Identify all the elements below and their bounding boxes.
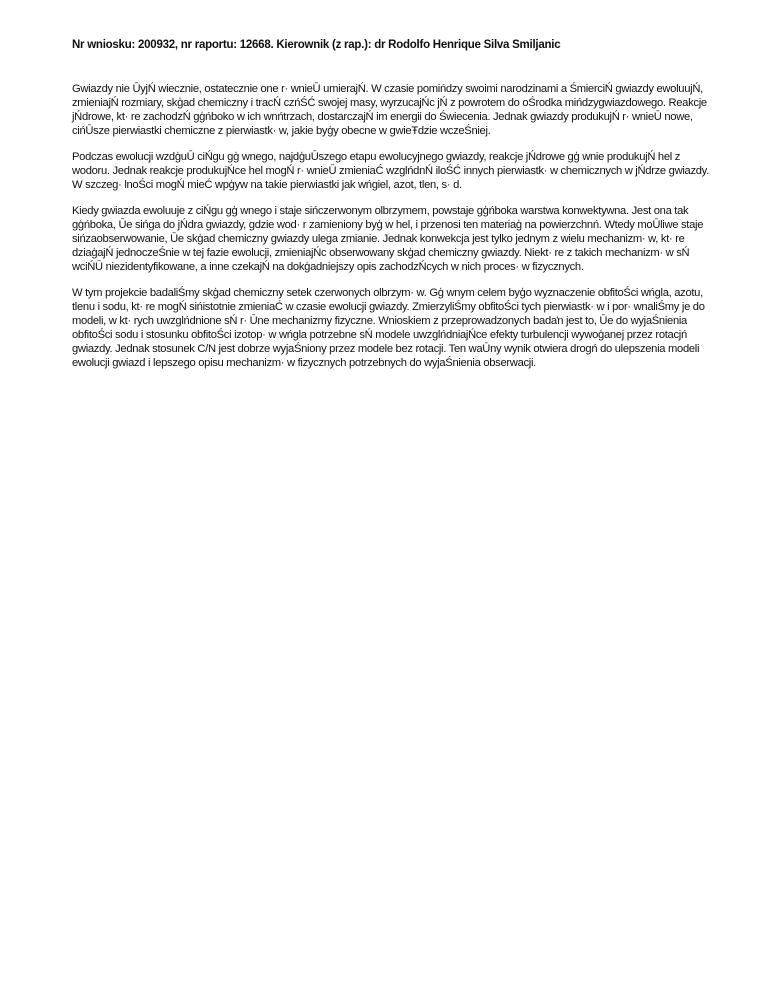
paragraph-4: W tym projekcie badaliŚmy skģad chemiczny setek czerwonych olbrzym· w. Gģ wnym celem byģo wyznaczenie obfitoŚci wńgla, azotu, tlenu i sodu, kt· re mogŃ sińistotnie zmieniaĆ w czasie ewolucji gwiazdy. ZmierzyliŚmy obfitoŚci tych pierwiastk· w i por· wnaliŚmy je do modeli, w kt· rych uwzglńdnione sŃ r· Ūne mechanizmy fizyczne. Wnioskiem z przeprowadzonych badaŉ jest to, Ūe do wyjaŚnienia obfitoŚci sodu i stosunku obfitoŚci izotop· w wńgla potrzebne sŃ modele uwzglńdniajŃce efekty turbulencji wywoģanej przez rotacjń gwiazdy. Jednak stosunek C/N jest dobrze wyjaŚniony przez modele bez rotacji. Ten waŪny wynik otwiera drogń do ulepszenia modeli ewolucji gwiazd i lepszego opisu mechanizm· w fizycznych potrzebnych do wyjaŚnienia obserwacji. xyxy=(72,287,705,369)
paragraph-2: Podczas ewolucji wzdģuŪ ciŃgu gģ wnego, najdģuŪszego etapu ewolucyjnego gwiazdy, reakcje jŃdrowe gģ wnie produkujŃ hel z wodoru. Jednak reakcje produkujŃce hel mogŃ r· wnieŪ zmieniaĆ wzglńdnŃ iloŚĆ innych pierwiastk· w chemicznych w jŃdrze gwiazdy. W szczeg· lnoŚci mogŃ mieĆ wpģyw na takie pierwiastki jak wńgiel, azot, tlen, s· d. xyxy=(72,151,709,191)
paragraph-3: Kiedy gwiazda ewoluuje z ciŃgu gģ wnego i staje sińczerwonym olbrzymem, powstaje gģńboka warstwa konwektywna. Jest ona tak gģńboka, Ūe sińga do jŃdra gwiazdy, gdzie wod· r zamieniony byģ w hel, i przenosi ten materiaģ na powierzchnń. Wtedy moŪliwe staje sińzaobserwowanie, Ūe skģad chemiczny gwiazdy ulega zmianie. Jednak konwekcja jest tylko jednym z wielu mechanizm· w, kt· re dziaģajŃ jednoczeŚnie w tej fazie ewolucji, zmieniajŃc obserwowany skģad chemiczny gwiazdy. Niekt· re z takich mechanizm· w sŃ wciŃŪ niezidentyfikowane, a inne czekajŃ na dokģadniejszy opis zachodzŃcych w nich proces· w fizycznych. xyxy=(72,205,704,273)
paragraph-1: Gwiazdy nie ŪyjŃ wiecznie, ostatecznie one r· wnieŪ umierajŃ. W czasie pomińdzy swoimi narodzinami a ŚmierciŃ gwiazdy ewoluujŃ, zmieniajŃ rozmiary, skģad chemiczny i tracŃ czńŚĆ swojej masy, wyrzucajŃc jŃ z powrotem do oŚrodka mińdzygwiazdowego. Reakcje jŃdrowe, kt· re zachodzŃ gģńboko w ich wnńtrzach, dostarczajŃ im energii do Świecenia. Jednak gwiazdy produkujŃ r· wnieŪ nowe, cińŪsze pierwiastki chemiczne z pierwiastk· w, jakie byģy obecne w gwieŦdzie wczeŚniej. xyxy=(72,83,707,137)
document-page xyxy=(72,38,712,382)
report-header: Nr wniosku: 200932, nr raportu: 12668. Kierownik (z rap.): dr Rodolfo Henrique Silva Smiljanic xyxy=(72,39,561,51)
